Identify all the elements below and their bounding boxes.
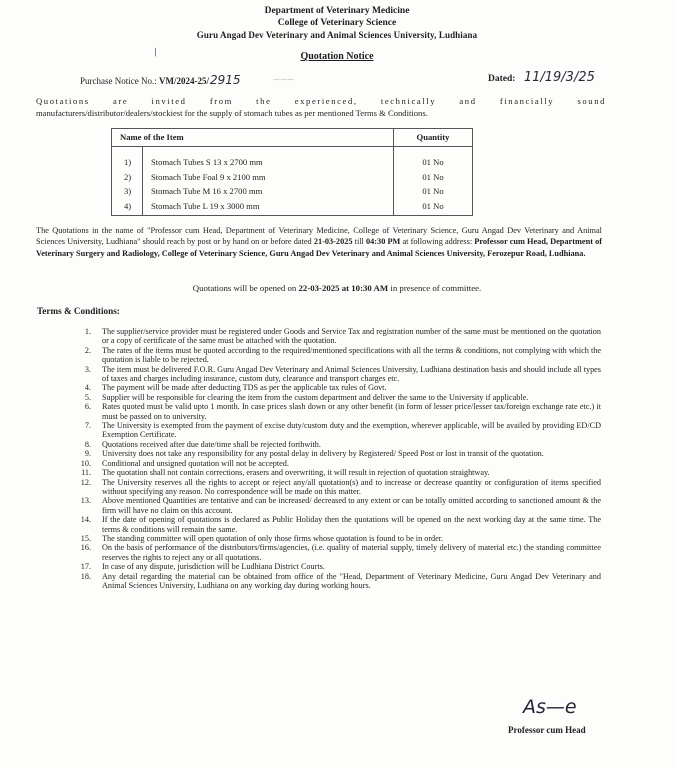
notice-title: Quotation Notice xyxy=(300,51,374,62)
submission-text-1: The Quotations in the name of "Professor cum Head, Department of Veterinary Medicine, College of Veterinary Science, Guru Angad Dev Veterinary and Animal Sciences University, Ludhiana" should reach by post or by hand on or before dated xyxy=(36,226,602,247)
term-number: 7. xyxy=(84,421,91,431)
item-quantity: 01 No xyxy=(394,170,473,185)
term-text: The supplier/service provider must be registered under Goods and Service Tax and registration number of the same must be mentioned on the quotation or a copy of certificate of the same must be attached with the quotation. xyxy=(102,327,601,346)
items-table-header xyxy=(112,129,473,147)
opening-datetime: 22-03-2025 at 10:30 AM xyxy=(298,283,389,293)
term-number: 16. xyxy=(80,543,91,553)
item-quantity: 01 No xyxy=(394,199,473,216)
list-item xyxy=(73,383,601,392)
term-number: 8. xyxy=(84,439,91,449)
department-heading: Department of Veterinary Medicine xyxy=(264,6,410,16)
dated-label: Dated: xyxy=(488,74,516,84)
signatory-title: Professor cum Head xyxy=(508,725,586,735)
item-number: 1) xyxy=(112,147,143,170)
notice-date xyxy=(488,70,595,85)
term-text: University does not take any responsibility for any postal delay in delivery by Registered/ Speed Post or lost in transit of the quotation. xyxy=(102,449,544,459)
list-item xyxy=(73,478,601,497)
table-row xyxy=(112,184,473,199)
term-number: 4. xyxy=(84,383,91,393)
college-heading: College of Veterinary Science xyxy=(277,18,397,28)
list-item xyxy=(73,515,601,534)
submission-text-2: till xyxy=(352,237,366,247)
term-text: The standing committee will open quotation of only those firms whose quotation is found to be in order. xyxy=(102,533,444,543)
deadline-date: 21-03-2025 xyxy=(313,237,353,247)
opening-text-1: Quotations will be opened on xyxy=(192,283,299,293)
terms-list xyxy=(73,327,601,590)
term-number: 15. xyxy=(80,533,91,543)
term-number: 10. xyxy=(80,458,91,468)
term-text: The University reserves all the rights to accept or reject any/all quotation(s) and to increase or decrease quantity or configuration of items specified without specifying any reason. No correspondence will be made on this matter. xyxy=(102,477,601,496)
list-item xyxy=(73,449,601,458)
quantity-header: Quantity xyxy=(394,129,473,147)
handwritten-tick-mark: / xyxy=(151,44,160,60)
term-number: 1. xyxy=(84,327,91,336)
opening-notice xyxy=(0,283,674,293)
item-quantity: 01 No xyxy=(394,184,473,199)
purchase-notice-label: Purchase Notice No.: xyxy=(80,76,157,86)
term-text: The payment will be made after deducting TDS as per the applicable tax rules of Govt. xyxy=(102,383,387,393)
handwritten-date: 11/19/3/25 xyxy=(523,70,595,85)
term-number: 9. xyxy=(84,449,91,459)
term-number: 18. xyxy=(80,571,91,581)
term-text: The quotation shall not contain corrections, erasers and overwriting, it will result in rejection of quotation straightway. xyxy=(102,468,490,478)
term-text: Rates quoted must be valid upto 1 month. In case prices slash down or any other benefit (in form of lesser price/lesser tax/foreign exchange rate etc.) it must be passed on to university. xyxy=(102,402,601,421)
purchase-notice-number xyxy=(80,73,241,87)
list-item xyxy=(73,346,601,365)
term-text: The item must be delivered F.O.R. Guru Angad Dev Veterinary and Animal Sciences University, Ludhiana destination basis and should include all types of taxes and charges including insurance, custom duty, clearance and transport charges etc. xyxy=(102,364,601,384)
items-table xyxy=(111,128,473,216)
term-number: 5. xyxy=(84,392,91,402)
term-text: On the basis of performance of the distributors/firms/agencies, (i.e. quality of material supply, timely delivery of material etc.) the standing committee reserves the rights to reject any or all quotations. xyxy=(102,543,601,562)
faint-stamp-mark: ⁓⁓⁓ xyxy=(273,76,294,84)
term-text: Conditional and unsigned quotation will not be accepted. xyxy=(102,458,289,468)
list-item xyxy=(73,562,601,571)
term-number: 14. xyxy=(80,515,91,525)
submission-text-3: at following address: xyxy=(400,237,475,247)
opening-text-2: in presence of committee. xyxy=(388,283,482,293)
list-item xyxy=(73,327,601,346)
item-name: Stomach Tube L 19 x 3000 mm xyxy=(143,199,394,216)
item-quantity: 01 No xyxy=(394,147,473,170)
submission-address: Professor cum Head, Department of Veterinary Surgery and Radiology, College of Veterinary Science, Guru Angad Dev Veterinary and Animal Sciences University, Ferozepur Road, Ludhiana. xyxy=(36,237,602,258)
terms-heading: Terms & Conditions: xyxy=(37,306,120,316)
term-text: Above mentioned Quantities are tentative and can be increased/ decreased to any extent or can be totally omitted according to sanctioned amount & the firm will have no claim on this account. xyxy=(102,496,601,515)
list-item xyxy=(73,534,601,543)
term-text: In case of any dispute, jurisdiction will be Ludhiana District Courts. xyxy=(102,562,325,572)
term-number: 13. xyxy=(80,496,91,506)
term-number: 11. xyxy=(81,468,91,478)
purchase-notice-ref: VM/2024-25/ xyxy=(158,76,209,86)
term-number: 6. xyxy=(84,402,91,412)
item-name: Stomach Tube Foal 9 x 2100 mm xyxy=(143,170,394,185)
item-number: 4) xyxy=(112,199,143,216)
item-name: Stomach Tubes S 13 x 2700 mm xyxy=(143,147,394,170)
intro-line-1: Quotations are invited from the experienced, technically and financially sound xyxy=(36,96,606,106)
deadline-time: 04:30 PM xyxy=(365,237,401,247)
term-number: 2. xyxy=(84,345,91,355)
list-item xyxy=(73,572,601,591)
term-text: The rates of the items must be quoted according to the required/mentioned specifications with all the terms & conditions, not complying with which the quotation is liable to be rejected. xyxy=(102,345,601,365)
term-text: Supplier will be responsible for clearing the item from the custom department and deliver the same to the University if applicable. xyxy=(102,392,529,402)
list-item xyxy=(73,468,601,477)
term-text: If the date of opening of quotations is declared as Public Holiday then the quotations will be opened on the next working day at the same time. The terms & conditions will remain the same. xyxy=(102,515,601,534)
list-item xyxy=(73,440,601,449)
item-number: 2) xyxy=(112,170,143,185)
item-name: Stomach Tube M 16 x 2700 mm xyxy=(143,184,394,199)
list-item xyxy=(73,365,601,384)
term-text: The University is exempted from the payment of excise duty/custom duty and the exemption, wherever applicable, will be availed by providing ED/CD Exemption Certificate. xyxy=(102,421,601,440)
list-item xyxy=(73,459,601,468)
term-number: 17. xyxy=(80,562,91,572)
handwritten-notice-number: 2915 xyxy=(209,73,241,87)
item-name-header: Name of the Item xyxy=(112,129,394,147)
term-text: Any detail regarding the material can be obtained from office of the "Head, Department of Veterinary Medicine, Guru Angad Dev Veterinary and Animal Sciences University, Ludhiana on any working day during working hours. xyxy=(102,571,601,590)
handwritten-signature: As—e xyxy=(523,696,577,718)
term-text: Quotations received after due date/time shall be rejected forthwith. xyxy=(102,439,321,449)
list-item xyxy=(73,393,601,402)
term-number: 12. xyxy=(80,477,91,487)
intro-line-2: manufacturers/distributor/dealers/stockiest for the supply of stomach tubes as per mentioned Terms & Conditions. xyxy=(36,107,428,118)
university-heading: Guru Angad Dev Veterinary and Animal Sciences University, Ludhiana xyxy=(196,30,478,40)
list-item xyxy=(73,496,601,515)
list-item xyxy=(73,402,601,421)
list-item xyxy=(73,543,601,562)
item-number: 3) xyxy=(112,184,143,199)
table-row xyxy=(112,147,473,170)
intro-paragraph xyxy=(36,96,606,119)
table-row xyxy=(112,199,473,216)
submission-paragraph xyxy=(36,225,602,259)
table-row xyxy=(112,170,473,185)
list-item xyxy=(73,421,601,440)
term-number: 3. xyxy=(84,364,91,374)
